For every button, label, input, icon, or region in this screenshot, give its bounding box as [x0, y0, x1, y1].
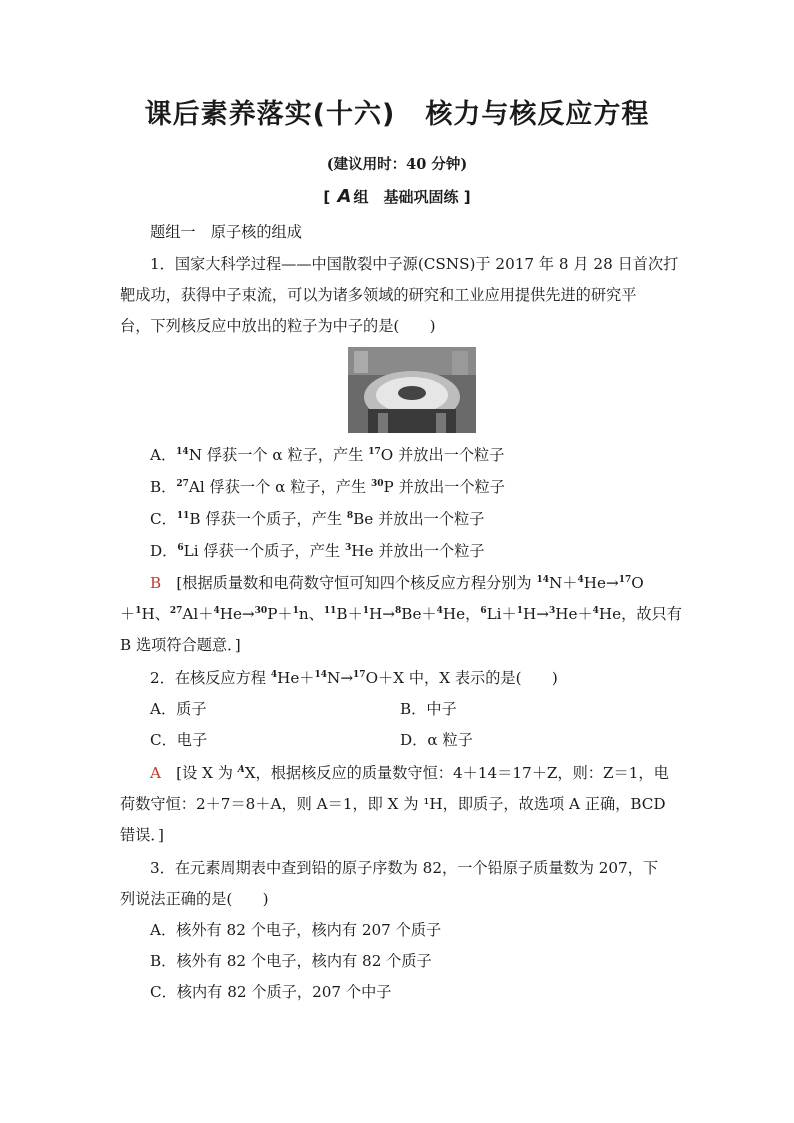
q3-option-a: A．核外有 82 个电子，核内有 207 个质子: [150, 921, 442, 939]
q1-option-a: A．$^{14}$N 俘获一个 α 粒子，产生 $^{17}$O 并放出一个粒子: [150, 446, 505, 464]
q1-option-b: B．$^{27}$Al 俘获一个 α 粒子，产生 $^{30}$P 并放出一个粒子: [150, 478, 505, 496]
q1-stem-line3: 台，下列核反应中放出的粒子为中子的是( ): [120, 317, 436, 335]
page-title: [0, 92, 794, 131]
q1-answer: B: [150, 574, 162, 592]
q1-option-d: D．$^6$Li 俘获一个质子，产生 $^3$He 并放出一个粒子: [150, 542, 485, 560]
q2-option-a: A．质子: [150, 700, 207, 718]
csns-photo: [348, 347, 476, 433]
q1-stem-line1: 1．国家大科学过程——中国散裂中子源(CSNS)于 2017 年 8 月 28 日首次打: [150, 255, 679, 273]
title-right: 核力与核反应方程: [425, 99, 650, 130]
title-left: 课后素养落实(十六): [144, 99, 396, 130]
q2-option-b: B．中子: [400, 700, 457, 718]
q2-option-c: C．电子: [150, 731, 208, 749]
group-heading: [ A 组 基础巩固练 ]: [323, 186, 471, 207]
group-label: 组 基础巩固练: [353, 188, 459, 206]
q1-explanation-line1: B [根据质量数和电荷数守恒可知四个核反应方程分别为 $^{14}$N＋$^4$He→$^{17}$O: [150, 574, 644, 592]
q1-explanation-line3: B 选项符合题意．]: [120, 636, 241, 654]
section-heading: 题组一 原子核的组成: [150, 223, 302, 241]
q2-option-d: D．α 粒子: [400, 731, 473, 749]
suggested-time: (建议用时：40 分钟): [326, 156, 468, 173]
q1-stem-line2: 靶成功，获得中子束流，可以为诸多领域的研究和工业应用提供先进的研究平: [120, 286, 637, 304]
q2-stem: 2．在核反应方程 $^4$He＋$^{14}$N→$^{17}$O＋X 中，X 表示的是( ): [150, 669, 558, 687]
q3-option-b: B．核外有 82 个电子，核内有 82 个质子: [150, 952, 432, 970]
q2-explanation-line2: 荷数守恒：2＋7＝8＋A，则 A＝1，即 X 为 ¹H，即质子，故选项 A 正确，BCD: [120, 795, 666, 813]
q2-answer: A: [150, 764, 161, 782]
group-letter: A: [337, 186, 352, 207]
q2-explanation-line1: A [设 X 为 $^A$X，根据核反应的质量数守恒：4＋14＝17＋Z，则：Z＝1，电: [150, 764, 669, 782]
q3-stem-line2: 列说法正确的是( ): [120, 890, 269, 908]
q3-option-c: C．核内有 82 个质子，207 个中子: [150, 983, 392, 1001]
q2-explanation-line3: 错误．]: [120, 826, 164, 844]
q1-explanation-line2: ＋$^1$H、$^{27}$Al＋$^4$He→$^{30}$P＋$^1$n、$^{11}$B＋$^1$H→$^8$Be＋$^4$He，$^6$Li＋$^1$H→$^3$He＋$^4$He，故只有: [120, 605, 682, 623]
q3-stem-line1: 3．在元素周期表中查到铅的原子序数为 82，一个铅原子质量数为 207，下: [150, 859, 659, 877]
q1-option-c: C．$^{11}$B 俘获一个质子，产生 $^8$Be 并放出一个粒子: [150, 510, 485, 528]
